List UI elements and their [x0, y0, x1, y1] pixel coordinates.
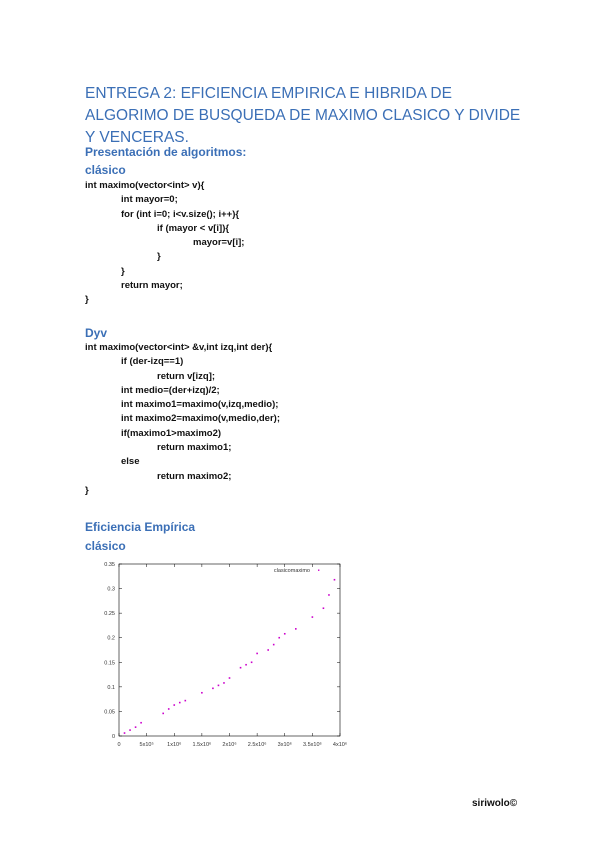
code-line: if (mayor < v[i]){	[157, 222, 230, 234]
data-point	[334, 579, 336, 581]
data-point	[284, 633, 286, 635]
code-line: return v[izq];	[157, 370, 216, 382]
data-point	[278, 637, 280, 639]
code-line: }	[85, 294, 89, 306]
data-point	[229, 677, 231, 679]
code-line: int mayor=0;	[121, 194, 178, 206]
y-tick-label: 0.3	[107, 586, 115, 593]
x-tick-label: 3x10⁶	[277, 742, 292, 748]
x-tick-label: 1.5x10⁶	[192, 742, 212, 748]
data-point	[240, 667, 242, 669]
code-line: int maximo2=maximo(v,medio,der);	[121, 413, 280, 425]
data-point	[168, 708, 170, 710]
data-point	[295, 628, 297, 630]
legend-label: clasicomaximo	[273, 568, 310, 574]
section-presentacion: Presentación de algoritmos:	[85, 145, 247, 159]
data-point	[273, 644, 275, 646]
data-point	[129, 729, 131, 731]
y-tick-label: 0.35	[104, 562, 115, 568]
data-point	[185, 700, 187, 702]
data-point	[201, 692, 203, 694]
y-tick-label: 0.25	[104, 611, 115, 618]
y-tick-label: 0.2	[107, 635, 115, 642]
legend-marker	[318, 570, 319, 571]
x-tick-label: 4x10⁶	[332, 742, 348, 748]
code-line: int maximo1=maximo(v,izq,medio);	[121, 399, 279, 411]
code-line: for (int i=0; i<v.size(); i++){	[121, 208, 240, 220]
data-point	[218, 685, 220, 687]
footer-signature: siriwolo©	[472, 798, 518, 809]
code-line: }	[121, 265, 125, 277]
efficiency-scatter-chart	[100, 556, 355, 751]
code-line: int maximo(vector<int> v){	[85, 180, 205, 191]
data-point	[267, 649, 269, 651]
data-point	[173, 704, 175, 706]
y-tick-label: 0.1	[107, 684, 115, 691]
data-point	[179, 702, 181, 704]
y-tick-label: 0.15	[104, 660, 115, 667]
x-tick-label: 0	[117, 742, 121, 748]
x-tick-label: 2.5x10⁶	[247, 742, 267, 748]
x-tick-label: 2x10⁶	[222, 742, 237, 748]
x-tick-label: 5x10⁵	[139, 742, 154, 748]
code-line: if(maximo1>maximo2)	[121, 427, 222, 439]
x-tick-label: 3.5x10⁶	[302, 742, 322, 748]
data-point	[162, 713, 164, 715]
y-tick-label: 0	[111, 734, 115, 740]
data-point	[135, 726, 137, 728]
document-title: ENTREGA 2: EFICIENCIA EMPIRICA E HIBRIDA DE ALGORIMO DE BUSQUEDA DE MAXIMO CLASICO Y DIVIDE Y VENCERAS.	[85, 85, 521, 146]
data-point	[212, 688, 214, 690]
code-line: int maximo(vector<int> &v,int izq,int der){	[85, 342, 273, 353]
data-point	[140, 722, 142, 724]
data-point	[124, 732, 126, 734]
code-line: return maximo2;	[157, 470, 232, 482]
section-clasico-label: clásico	[85, 163, 126, 177]
code-line: else	[121, 456, 140, 468]
data-point	[328, 594, 330, 596]
code-line: int medio=(der+izq)/2;	[121, 384, 220, 396]
code-line: return maximo1;	[157, 442, 232, 454]
code-line: }	[85, 484, 89, 496]
section-dyv-label: Dyv	[85, 326, 108, 340]
code-block-dyv	[85, 341, 280, 498]
data-point	[223, 682, 225, 684]
y-tick-label: 0.05	[104, 709, 115, 716]
data-point	[323, 607, 325, 609]
plot-frame	[119, 564, 340, 736]
code-line: }	[157, 251, 161, 263]
data-point	[256, 653, 258, 655]
code-line: if (der-izq==1)	[121, 356, 184, 368]
x-tick-label: 1x10⁶	[167, 742, 182, 748]
section-eficiencia: Eficiencia Empírica	[85, 520, 196, 534]
data-point	[251, 661, 253, 663]
section-eficiencia-clasico: clásico	[85, 539, 126, 553]
code-line: return mayor;	[121, 280, 183, 292]
code-line: mayor=v[i];	[193, 237, 245, 249]
code-block-clasico	[85, 179, 244, 308]
data-point	[245, 664, 247, 666]
data-point	[312, 616, 314, 618]
